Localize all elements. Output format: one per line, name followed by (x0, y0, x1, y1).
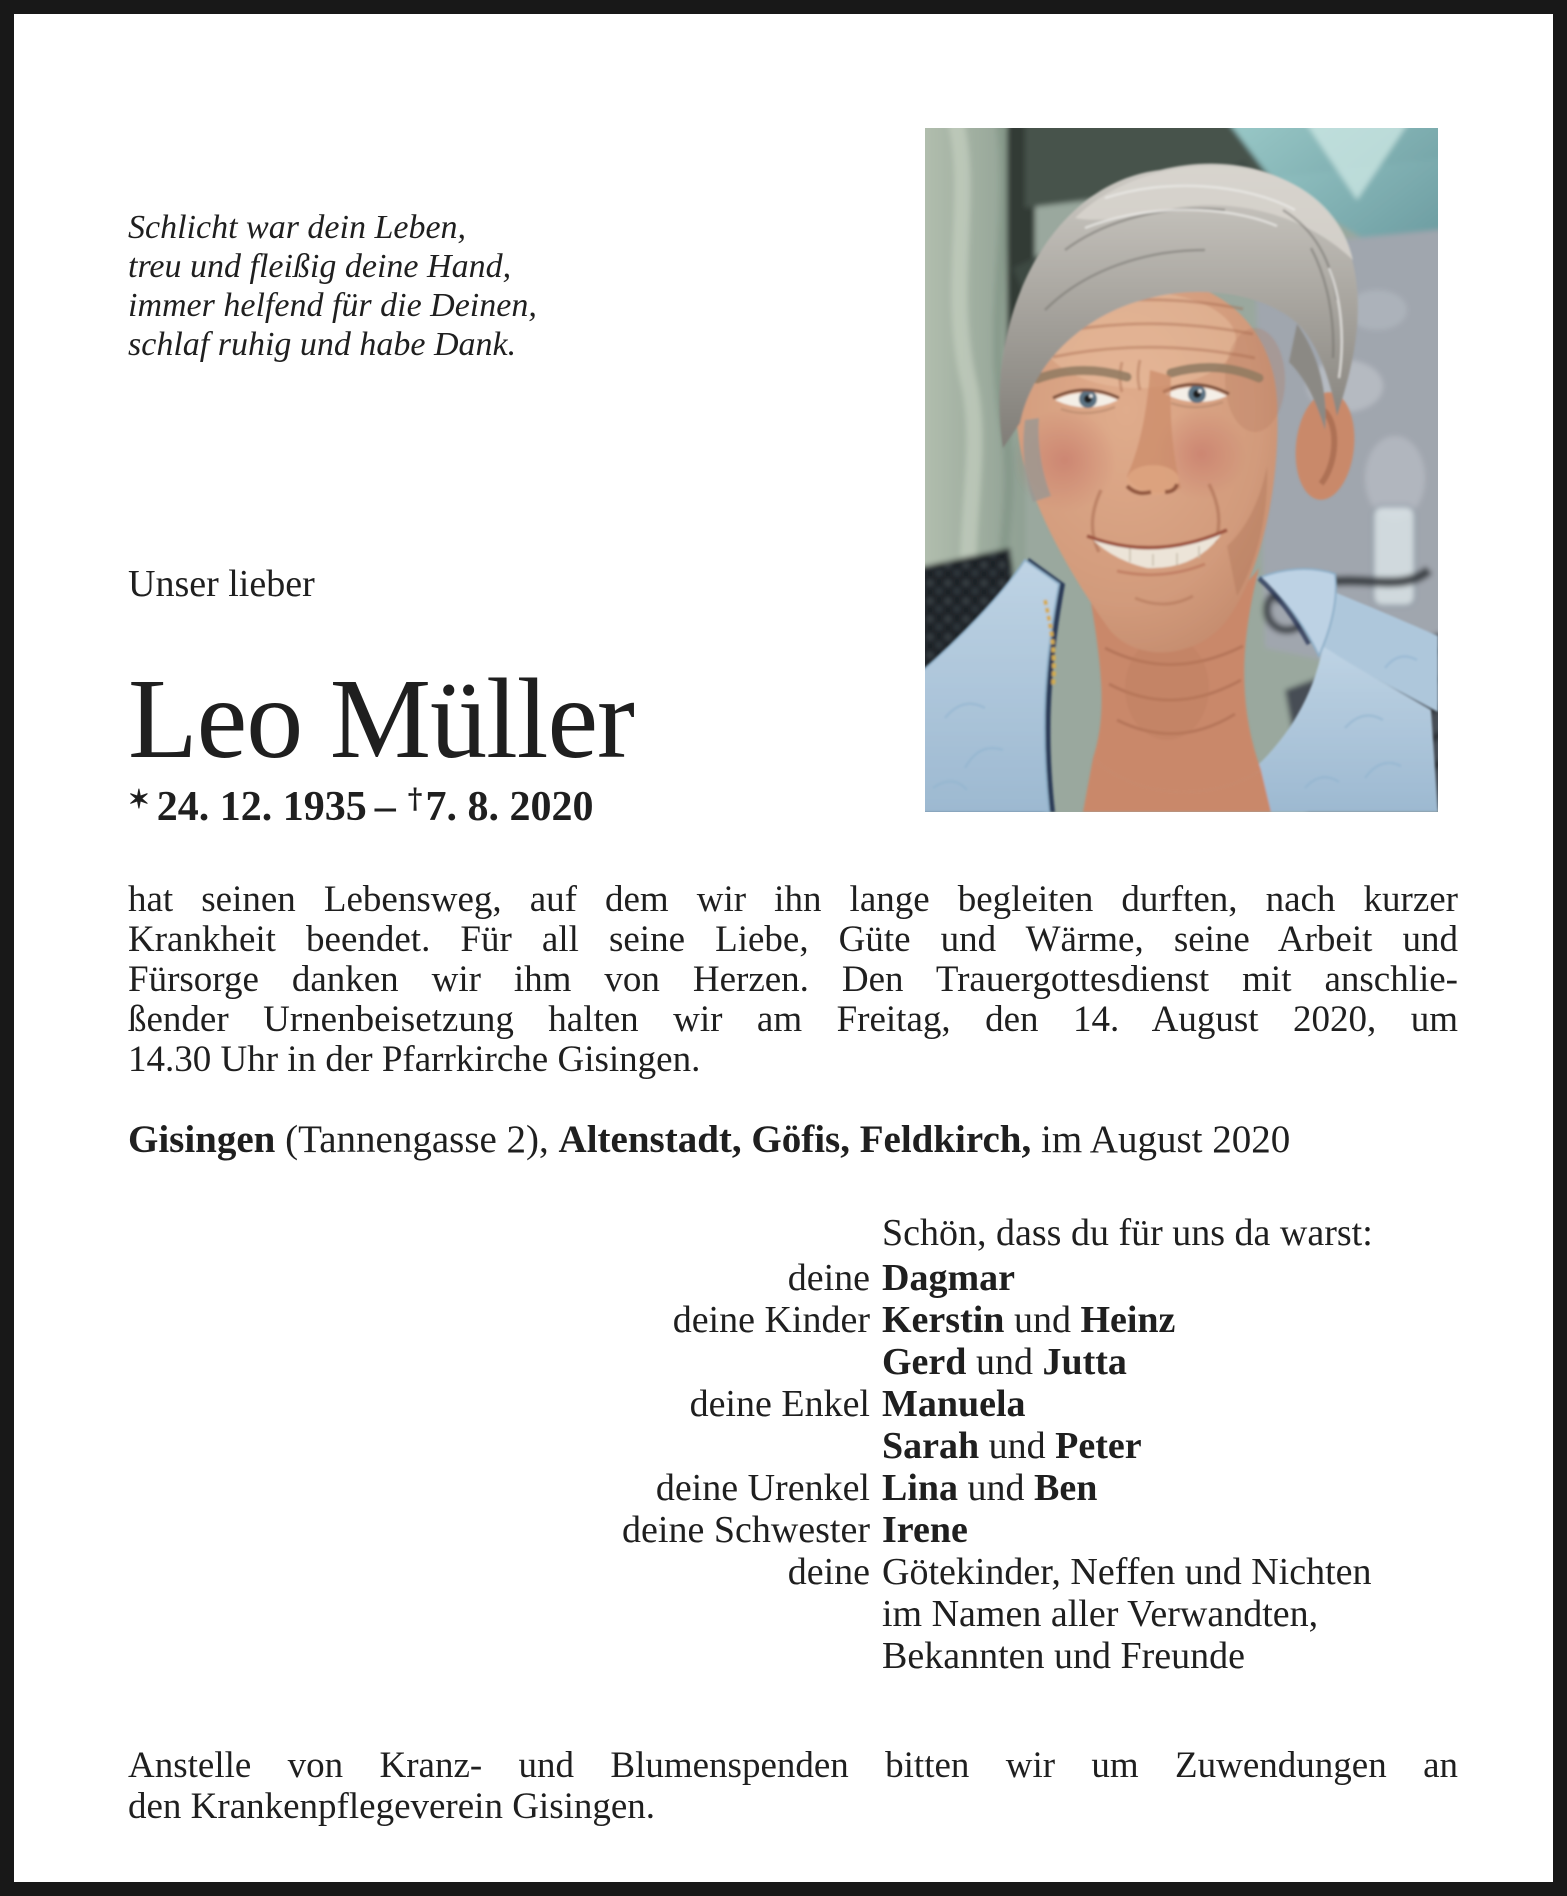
other-towns: Altenstadt, Göfis, Feldkirch, (558, 1118, 1032, 1161)
month-year: im August 2020 (1031, 1118, 1291, 1161)
places-line (128, 1117, 1458, 1163)
relation-label: deine (787, 1551, 870, 1593)
dates-separator: – (374, 784, 396, 830)
mourner-row (128, 1635, 1458, 1677)
relation-label (128, 1341, 870, 1383)
relation-label: deine Kinder (672, 1299, 870, 1341)
mourner-text: Götekinder, Neffen und Nichten (882, 1551, 1372, 1593)
mourner-row (128, 1509, 1458, 1551)
salutation: Unser lieber (128, 563, 315, 605)
mourner-names (882, 1509, 1458, 1551)
conjunction: und (1004, 1299, 1081, 1341)
mourner-names (882, 1341, 1458, 1383)
relation-label: deine Urenkel (655, 1467, 870, 1509)
death-date: 7. 8. 2020 (425, 784, 594, 830)
mourner-row (128, 1257, 1458, 1299)
mourner-name: Kerstin (882, 1299, 1005, 1341)
mourner-row (128, 1299, 1458, 1341)
mourner-names (882, 1467, 1458, 1509)
donation-line: Anstelle von Kranz- und Blumenspenden bitten wir um Zuwendungen an (128, 1745, 1458, 1786)
mourner-name: Peter (1055, 1425, 1142, 1467)
mourner-names (882, 1299, 1458, 1341)
mourner-name: Manuela (882, 1383, 1026, 1425)
conjunction: und (979, 1425, 1056, 1467)
announcement-line: hat seinen Lebensweg, auf dem wir ihn lange begleiten durften, nach kurzer (128, 879, 1458, 920)
mourner-names (882, 1383, 1458, 1425)
donation-line: den Krankenpflegeverein Gisingen. (128, 1786, 656, 1827)
conjunction: und (966, 1341, 1043, 1383)
relation-label (128, 1593, 870, 1635)
announcement-line: 14.30 Uhr in der Pfarrkirche Gisingen. (128, 1039, 701, 1080)
mourner-names (882, 1551, 1458, 1593)
announcement-paragraph (128, 880, 1458, 1080)
announcement-line: Krankheit beendet. Für all seine Liebe, Güte und Wärme, seine Arbeit und (128, 919, 1458, 960)
mourner-name: Lina (882, 1467, 959, 1509)
relation-label: deine Schwester (622, 1509, 870, 1551)
mourners-list (128, 1257, 1458, 1677)
mourner-name: Sarah (882, 1425, 980, 1467)
poem-line: treu und fleißig deine Hand, (128, 248, 512, 285)
farewell-intro: Schön, dass du für uns da warst: (882, 1212, 1373, 1254)
mourner-names (882, 1257, 1458, 1299)
mourner-names (882, 1635, 1458, 1677)
mourner-name: Jutta (1042, 1341, 1127, 1383)
mourner-row (128, 1551, 1458, 1593)
conjunction: und (958, 1467, 1035, 1509)
mourner-row (128, 1341, 1458, 1383)
relation-label (128, 1425, 870, 1467)
announcement-line: Fürsorge danken wir ihm von Herzen. Den Trauergottesdienst mit anschlie- (128, 959, 1458, 1000)
address: (Tannengasse 2), (275, 1118, 559, 1161)
poem-line: immer helfend für die Deinen, (128, 287, 537, 324)
poem-line: schlaf ruhig und habe Dank. (128, 326, 517, 363)
announcement-line: ßender Urnenbeisetzung halten wir am Freitag, den 14. August 2020, um (128, 999, 1458, 1040)
mourner-name: Ben (1034, 1467, 1098, 1509)
death-cross-icon: † (407, 782, 423, 815)
mourner-row (128, 1467, 1458, 1509)
mourner-name: Irene (882, 1509, 968, 1551)
mourner-name: Gerd (882, 1341, 967, 1383)
portrait-illustration (925, 128, 1438, 812)
relation-label: deine (787, 1257, 870, 1299)
portrait-photo (925, 128, 1438, 812)
mourner-row (128, 1425, 1458, 1467)
mourner-names (882, 1593, 1458, 1635)
mourner-name: Dagmar (882, 1257, 1015, 1299)
donation-note (128, 1745, 1458, 1827)
relation-label (128, 1635, 870, 1677)
poem-line: Schlicht war dein Leben, (128, 209, 467, 246)
mourner-row (128, 1383, 1458, 1425)
deceased-name: Leo Müller (128, 655, 635, 782)
relation-label: deine Enkel (689, 1383, 870, 1425)
mourner-row (128, 1593, 1458, 1635)
birth-date: 24. 12. 1935 (156, 784, 367, 830)
town-name: Gisingen (128, 1118, 276, 1161)
mourner-text: Bekannten und Freunde (882, 1635, 1246, 1677)
birth-star-icon: ✶ (128, 785, 150, 815)
mourner-name: Heinz (1080, 1299, 1176, 1341)
mourner-text: im Namen aller Verwandten, (882, 1593, 1319, 1635)
mourner-names (882, 1425, 1458, 1467)
